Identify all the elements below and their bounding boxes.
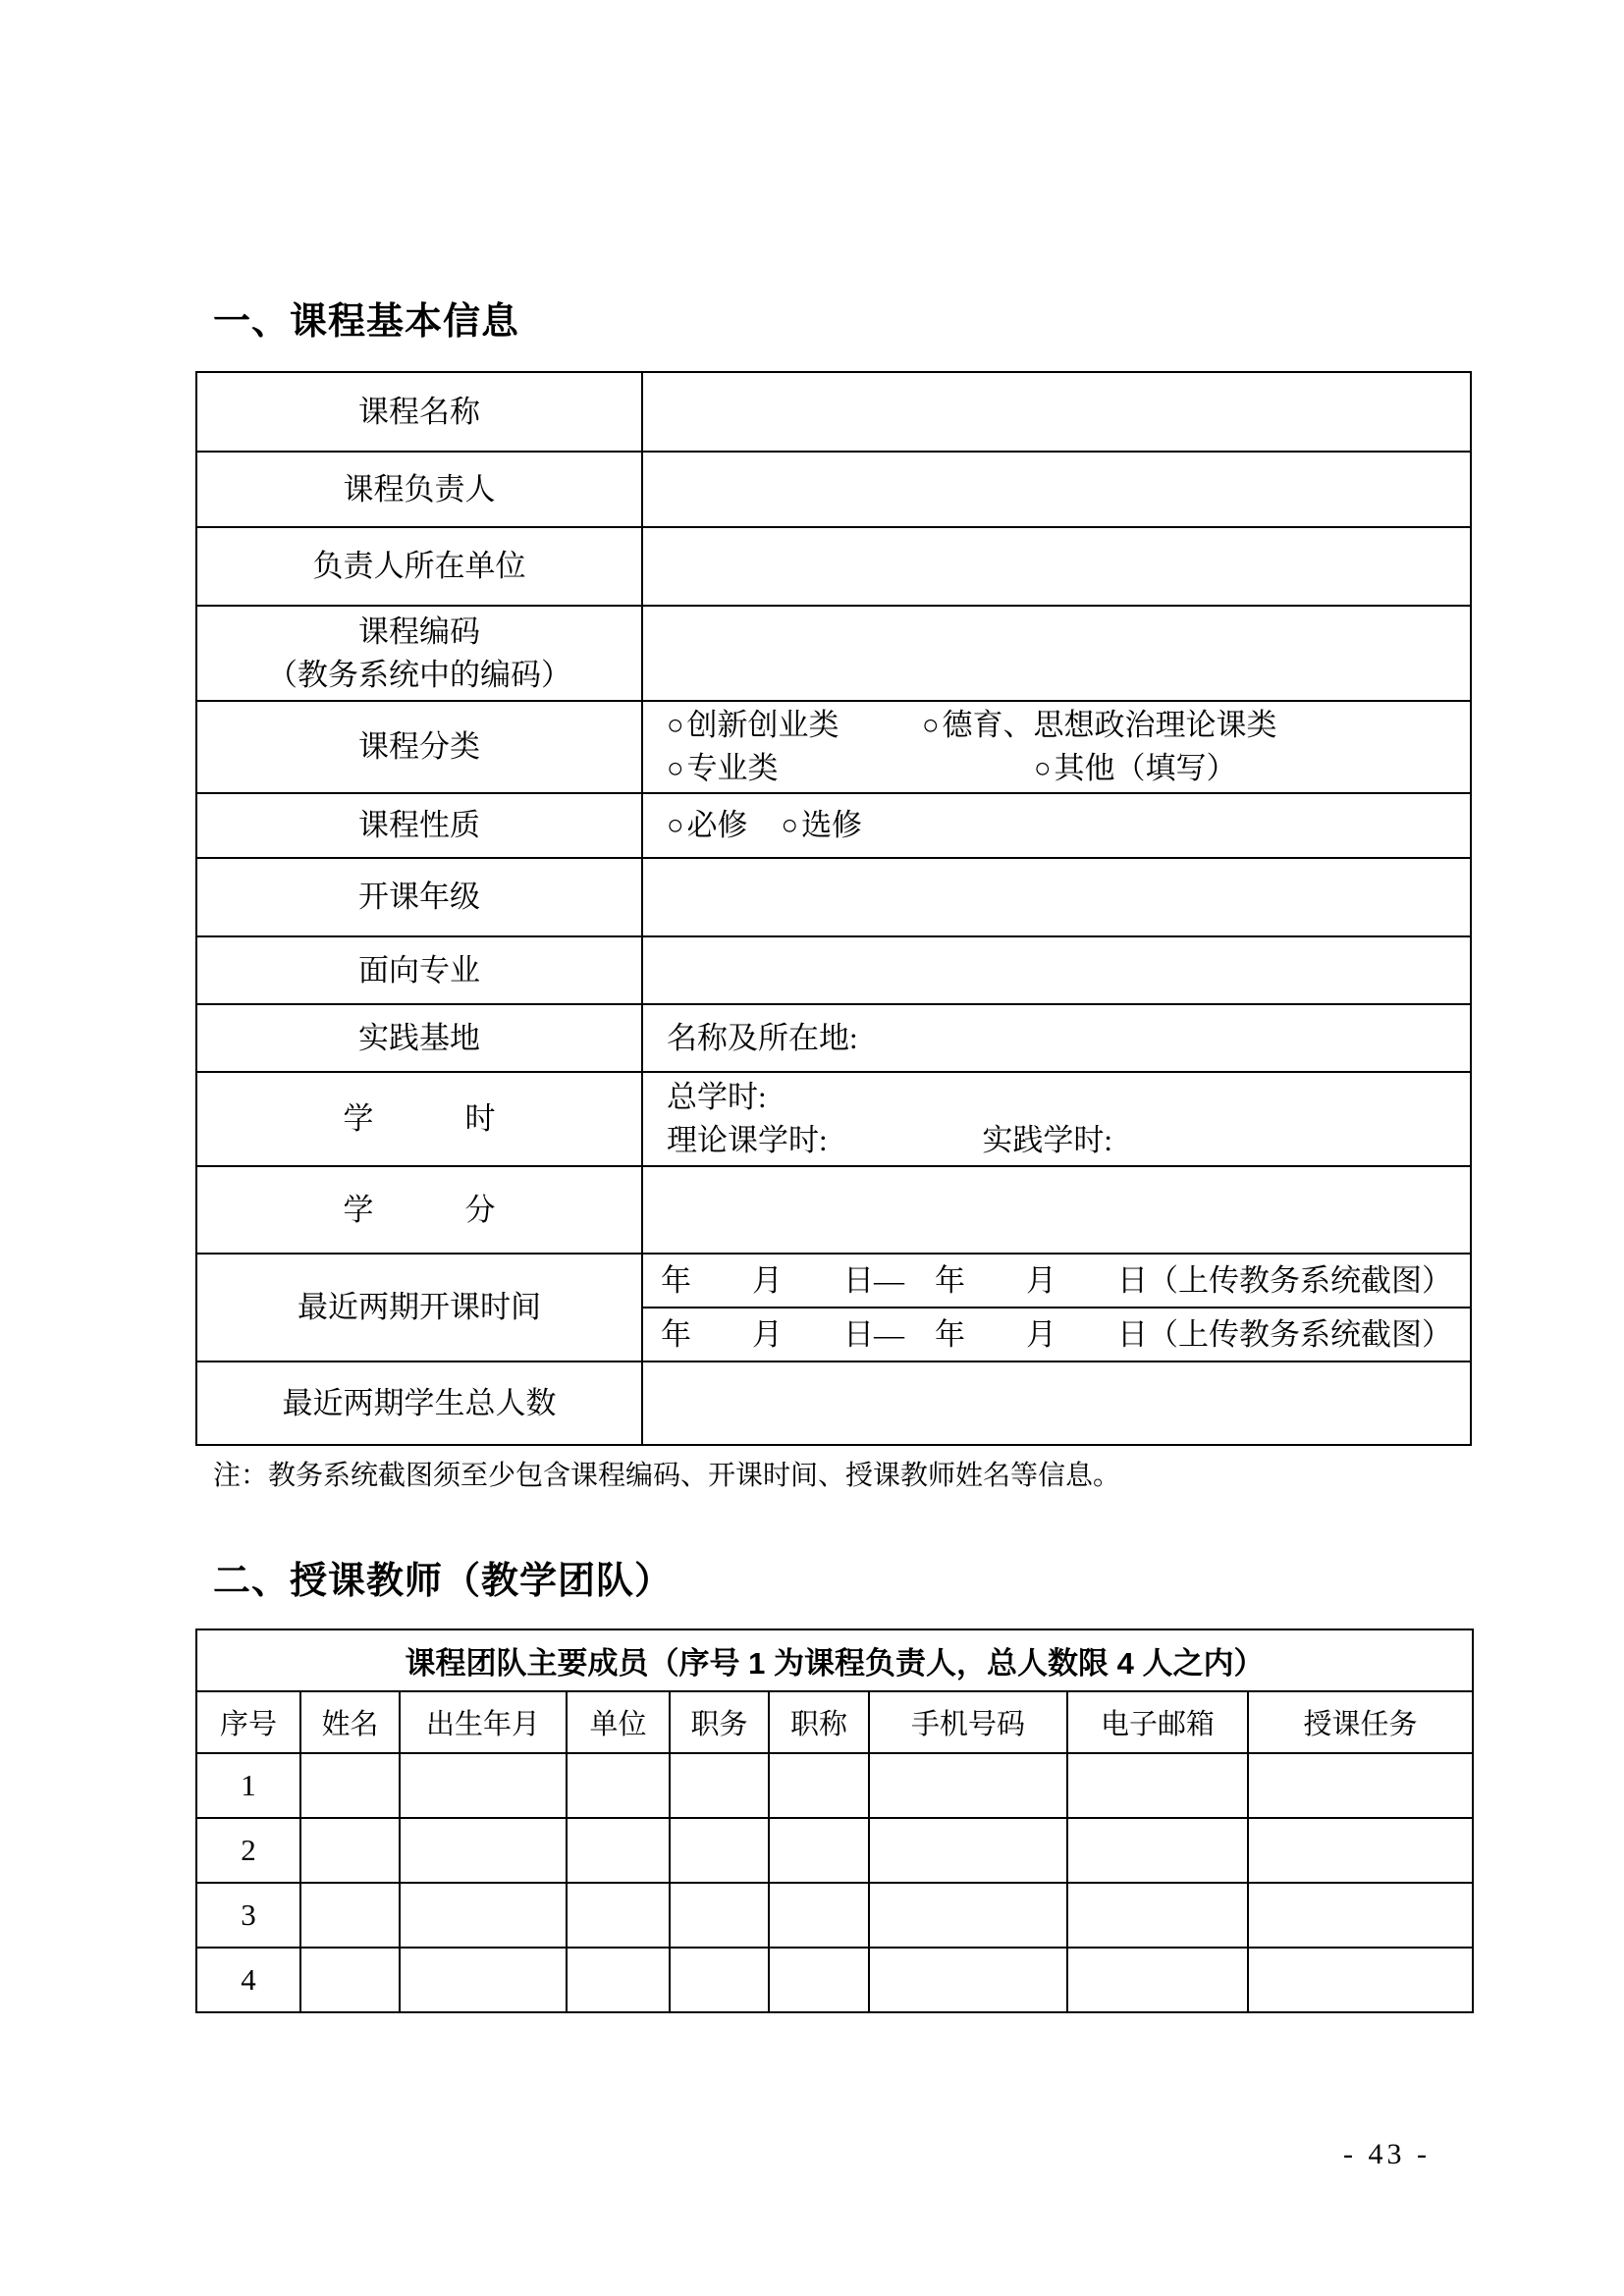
practice-base-prompt: 名称及所在地:	[667, 1020, 858, 1055]
position-cell[interactable]	[670, 1818, 769, 1883]
header-position: 职务	[670, 1691, 769, 1753]
title-cell[interactable]	[769, 1883, 869, 1948]
class-hours-field[interactable]	[643, 1073, 1470, 1165]
header-unit: 单位	[567, 1691, 670, 1753]
unit-cell[interactable]	[567, 1818, 670, 1883]
section1-heading: 一、课程基本信息	[213, 301, 520, 343]
option-professional[interactable]	[667, 747, 1034, 790]
option-professional-label: 专业类	[686, 751, 779, 785]
leader-unit-label: 负责人所在单位	[197, 528, 643, 605]
phone-cell[interactable]	[869, 1818, 1067, 1883]
practice-base-label: 实践基地	[197, 1005, 643, 1071]
course-code-label	[197, 607, 643, 700]
table-note: 注：教务系统截图须至少包含课程编码、开课时间、授课教师姓名等信息。	[213, 1461, 1121, 1491]
seq-cell: 3	[196, 1883, 300, 1948]
start-grade-label: 开课年级	[197, 859, 643, 935]
class-hours-label: 学 时	[197, 1073, 643, 1165]
option-elective-label: 选修	[801, 808, 863, 842]
email-cell[interactable]	[1067, 1883, 1248, 1948]
task-cell[interactable]	[1248, 1753, 1473, 1818]
option-innovation-label: 创新创业类	[686, 708, 839, 742]
option-innovation[interactable]	[667, 704, 922, 747]
unit-cell[interactable]	[567, 1948, 670, 2012]
position-cell[interactable]	[670, 1883, 769, 1948]
option-required[interactable]	[667, 804, 748, 847]
header-name: 姓名	[300, 1691, 400, 1753]
table-row-course-name	[197, 373, 1470, 453]
course-category-label: 课程分类	[197, 702, 643, 792]
seq-cell: 2	[196, 1818, 300, 1883]
section2-heading: 二、授课教师（教学团队）	[213, 1561, 674, 1602]
email-cell[interactable]	[1067, 1818, 1248, 1883]
recent-students-field[interactable]	[643, 1362, 1470, 1444]
radio-icon[interactable]: ○	[922, 710, 940, 741]
option-required-label: 必修	[686, 808, 748, 842]
unit-cell[interactable]	[567, 1753, 670, 1818]
course-leader-label: 课程负责人	[197, 453, 643, 526]
radio-icon[interactable]: ○	[781, 810, 799, 841]
team-table-header-row	[196, 1691, 1473, 1753]
course-code-label-line1: 课程编码	[358, 614, 480, 649]
option-other[interactable]	[1034, 747, 1237, 790]
recent-terms-fields	[643, 1255, 1470, 1361]
task-cell[interactable]	[1248, 1818, 1473, 1883]
nature-options-line	[667, 804, 1470, 847]
header-email: 电子邮箱	[1067, 1691, 1248, 1753]
phone-cell[interactable]	[869, 1948, 1067, 2012]
course-nature-label: 课程性质	[197, 794, 643, 857]
basic-info-table	[195, 371, 1472, 1446]
term2-date-field[interactable]: 年 月 日— 年 月 日（上传教务系统截图）	[661, 1316, 1452, 1352]
position-cell[interactable]	[670, 1948, 769, 2012]
seq-cell: 1	[196, 1753, 300, 1818]
target-majors-field[interactable]	[643, 937, 1470, 1003]
team-table-title: 课程团队主要成员（序号 1 为课程负责人，总人数限 4 人之内）	[196, 1629, 1473, 1691]
table-row-target-majors	[197, 937, 1470, 1005]
team-row-4	[196, 1948, 1473, 2012]
course-name-field[interactable]	[643, 373, 1470, 451]
header-seq: 序号	[196, 1691, 300, 1753]
birth-cell[interactable]	[400, 1948, 567, 2012]
practice-base-field[interactable]	[643, 1005, 1470, 1071]
leader-unit-field[interactable]	[643, 528, 1470, 605]
phone-cell[interactable]	[869, 1883, 1067, 1948]
start-grade-field[interactable]	[643, 859, 1470, 935]
course-category-options	[643, 702, 1470, 792]
title-cell[interactable]	[769, 1753, 869, 1818]
header-title: 职称	[769, 1691, 869, 1753]
birth-cell[interactable]	[400, 1818, 567, 1883]
name-cell[interactable]	[300, 1753, 400, 1818]
teaching-team-table	[195, 1629, 1474, 2013]
seq-cell: 4	[196, 1948, 300, 2012]
task-cell[interactable]	[1248, 1948, 1473, 2012]
radio-icon[interactable]: ○	[667, 810, 684, 841]
hours-line2	[667, 1119, 1470, 1162]
practice-hours-prompt: 实践学时:	[982, 1123, 1112, 1157]
table-row-start-grade	[197, 859, 1470, 937]
task-cell[interactable]	[1248, 1883, 1473, 1948]
table-row-practice-base	[197, 1005, 1470, 1073]
title-cell[interactable]	[769, 1948, 869, 2012]
course-code-label-line2: （教务系统中的编码）	[267, 657, 571, 692]
category-options-line1	[667, 704, 1470, 747]
total-hours-prompt: 总学时:	[667, 1080, 767, 1114]
course-code-field[interactable]	[643, 607, 1470, 700]
phone-cell[interactable]	[869, 1753, 1067, 1818]
course-leader-field[interactable]	[643, 453, 1470, 526]
name-cell[interactable]	[300, 1948, 400, 2012]
email-cell[interactable]	[1067, 1753, 1248, 1818]
table-row-course-code	[197, 607, 1470, 702]
theory-hours-prompt: 理论课学时:	[667, 1123, 828, 1157]
recent-students-label: 最近两期学生总人数	[197, 1362, 643, 1444]
credits-label: 学 分	[197, 1167, 643, 1253]
name-cell[interactable]	[300, 1883, 400, 1948]
header-phone: 手机号码	[869, 1691, 1067, 1753]
position-cell[interactable]	[670, 1753, 769, 1818]
name-cell[interactable]	[300, 1818, 400, 1883]
header-birth: 出生年月	[400, 1691, 567, 1753]
header-task: 授课任务	[1248, 1691, 1473, 1753]
radio-icon[interactable]: ○	[1034, 753, 1052, 784]
category-options-line2	[667, 747, 1470, 790]
team-row-1	[196, 1753, 1473, 1818]
option-moral-politics-label: 德育、思想政治理论课类	[942, 708, 1277, 742]
table-row-recent-students	[197, 1362, 1470, 1444]
option-elective[interactable]	[782, 804, 863, 847]
option-other-label: 其他（填写）	[1054, 751, 1237, 785]
birth-cell[interactable]	[400, 1883, 567, 1948]
table-row-course-category	[197, 702, 1470, 794]
table-row-leader-unit	[197, 528, 1470, 607]
table-row-recent-terms	[197, 1255, 1470, 1362]
course-nature-options	[643, 794, 1470, 857]
unit-cell[interactable]	[567, 1883, 670, 1948]
credits-field[interactable]	[643, 1167, 1470, 1253]
birth-cell[interactable]	[400, 1753, 567, 1818]
radio-icon[interactable]: ○	[667, 753, 684, 784]
team-table-title-row	[196, 1629, 1473, 1691]
table-row-class-hours	[197, 1073, 1470, 1167]
email-cell[interactable]	[1067, 1948, 1248, 2012]
term1-date-field[interactable]: 年 月 日— 年 月 日（上传教务系统截图）	[643, 1255, 1470, 1308]
recent-terms-label: 最近两期开课时间	[197, 1255, 643, 1361]
table-row-course-nature	[197, 794, 1470, 859]
target-majors-label: 面向专业	[197, 937, 643, 1003]
option-moral-politics[interactable]	[922, 704, 1277, 747]
table-row-course-leader	[197, 453, 1470, 528]
team-row-3	[196, 1883, 1473, 1948]
course-name-label: 课程名称	[197, 373, 643, 451]
page-number: - 43 -	[1343, 2138, 1431, 2170]
title-cell[interactable]	[769, 1818, 869, 1883]
team-row-2	[196, 1818, 1473, 1883]
radio-icon[interactable]: ○	[667, 710, 684, 741]
table-row-credits	[197, 1167, 1470, 1255]
